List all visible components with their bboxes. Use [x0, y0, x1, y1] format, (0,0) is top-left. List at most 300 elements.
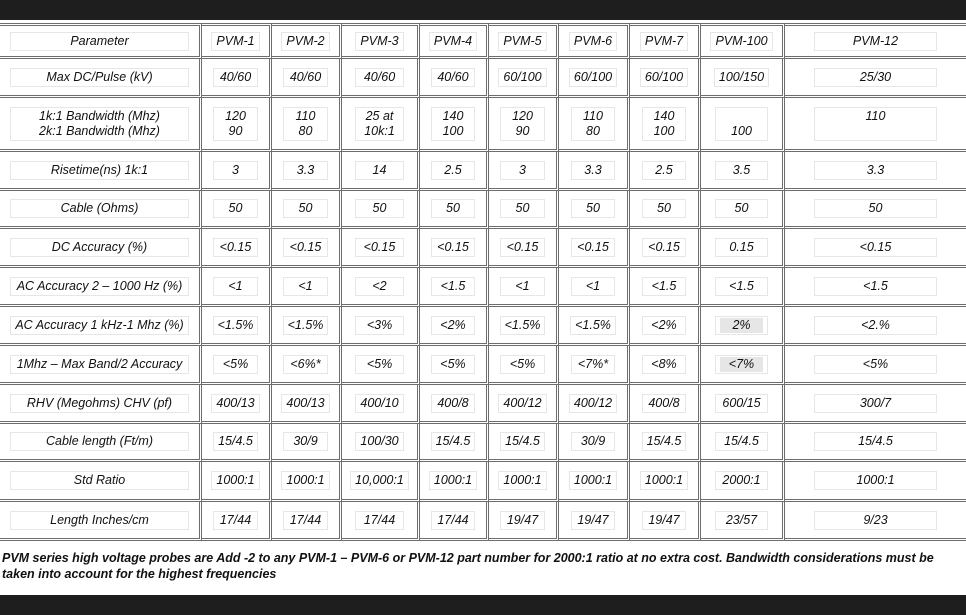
table-cell: [272, 152, 342, 191]
cell-value-box: [500, 161, 544, 180]
cell-value: 3.3: [296, 162, 315, 177]
cell-value: [720, 109, 764, 124]
table-cell: [489, 424, 559, 462]
row-parameter-label: [0, 268, 202, 307]
header-label: PVM-100: [710, 32, 772, 51]
cell-value: 600/15: [722, 395, 761, 410]
cell-value-box: [431, 68, 474, 87]
cell-value: 17/44: [289, 512, 322, 527]
cell-value: 60/100: [573, 69, 613, 84]
cell-value: 1000:1: [573, 473, 613, 487]
cell-value-box: [642, 161, 687, 180]
parameter-label-text: 1Mhz – Max Band/2 Accuracy: [16, 356, 183, 371]
cell-value: <7%: [720, 357, 764, 372]
cell-value: 100/30: [360, 434, 399, 448]
table-cell: [420, 385, 489, 424]
cell-value-box: [814, 316, 938, 335]
table-cell: [342, 424, 420, 462]
row-parameter-label: [0, 191, 202, 229]
cell-value: 23/57: [725, 512, 758, 527]
cell-value: 17/44: [437, 512, 469, 527]
cell-value-box: [283, 432, 327, 451]
cell-value-box: [571, 511, 616, 530]
parameter-label-text: Cable length (Ft/m): [46, 434, 153, 448]
table-cell: [630, 502, 701, 541]
cell-value-box: [355, 432, 405, 451]
table-cell: [701, 307, 785, 346]
table-cell: [420, 424, 489, 462]
cell-value: 120: [225, 108, 246, 123]
table-cell: [701, 502, 785, 541]
table-cell: [489, 268, 559, 307]
table-cell: [785, 346, 966, 385]
parameter-label-text: 1k:1 Bandwidth (Mhz): [39, 108, 160, 123]
table-cell: [272, 98, 342, 152]
cell-value: <1: [585, 278, 601, 293]
cell-value: <1.5: [863, 278, 888, 293]
parameter-label-text: Std Ratio: [73, 473, 126, 487]
table-cell: [701, 98, 785, 152]
table-cell: [420, 462, 489, 502]
cell-value-box: [814, 238, 938, 257]
table-cell: [701, 191, 785, 229]
cell-value: 17/44: [219, 512, 252, 527]
table-cell: [420, 346, 489, 385]
table-row: [0, 385, 966, 424]
cell-value: <0.15: [219, 239, 252, 254]
table-cell: [420, 229, 489, 268]
header-label: PVM-2: [281, 32, 329, 51]
header-model: [785, 23, 966, 59]
table-cell: [420, 502, 489, 541]
header-model: [559, 23, 630, 59]
row-parameter-label: [0, 385, 202, 424]
cell-value: 15/4.5: [646, 434, 682, 448]
table-cell: [630, 385, 701, 424]
cell-value: 110: [583, 108, 603, 123]
table-cell: [272, 462, 342, 502]
cell-value-box: [498, 471, 546, 490]
cell-value: 50: [586, 201, 600, 215]
table-cell: [559, 229, 630, 268]
cell-value: 19/47: [648, 512, 680, 527]
table-cell: [559, 98, 630, 152]
cell-value-box: [498, 68, 546, 87]
cell-value: 100: [653, 123, 675, 138]
cell-value: 15/4.5: [505, 434, 540, 448]
parameter-label-box: [10, 277, 189, 296]
table-cell: [420, 191, 489, 229]
spec-table: [0, 23, 966, 541]
cell-value-box: [715, 161, 769, 180]
table-cell: [630, 229, 701, 268]
cell-value: <0.15: [437, 239, 469, 254]
table-cell: [559, 307, 630, 346]
cell-value-box: [355, 277, 405, 296]
cell-value: <8%: [651, 356, 677, 371]
cell-value: 140: [442, 108, 464, 123]
cell-value-box: [814, 68, 938, 87]
cell-value-box: [571, 432, 616, 451]
cell-value-box: [498, 394, 546, 413]
table-cell: [420, 98, 489, 152]
table-cell: [701, 152, 785, 191]
cell-value: 110: [865, 108, 886, 123]
spec-sheet: [0, 20, 966, 595]
cell-value: 400/8: [648, 395, 680, 410]
cell-value: 3.5: [732, 162, 751, 177]
cell-value-box: [569, 394, 617, 413]
cell-value: <5%: [509, 356, 536, 371]
table-cell: [272, 385, 342, 424]
table-cell: [785, 98, 966, 152]
cell-value-box: [814, 471, 938, 490]
cell-value-box: [355, 161, 405, 180]
header-model: [420, 23, 489, 59]
table-cell: [559, 59, 630, 98]
cell-value-box: [211, 471, 259, 490]
cell-value-box: [500, 511, 544, 530]
spec-table-body: [0, 23, 966, 541]
parameter-label-box: [10, 355, 189, 374]
cell-value: 400/12: [503, 395, 542, 410]
header-parameter: [0, 23, 202, 59]
header-label: PVM-1: [211, 32, 259, 51]
cell-value-box: [642, 238, 687, 257]
table-row: [0, 59, 966, 98]
cell-value-box: [642, 511, 687, 530]
row-parameter-label: [0, 59, 202, 98]
parameter-label-text: Length Inches/cm: [50, 512, 149, 527]
parameter-label-box: [10, 199, 189, 218]
table-row: [0, 191, 966, 229]
cell-value: 50: [446, 201, 460, 215]
table-cell: [342, 307, 420, 346]
parameter-label-text: Cable (Ohms): [60, 201, 139, 215]
table-cell: [785, 59, 966, 98]
cell-value-box: [283, 68, 327, 87]
top-dark-band: [0, 0, 966, 20]
table-cell: [342, 346, 420, 385]
cell-value: 300/7: [859, 395, 892, 410]
cell-value-box: [500, 355, 544, 374]
cell-value: <1.5%: [575, 317, 611, 332]
table-cell: [630, 98, 701, 152]
cell-value-box: [715, 511, 769, 530]
cell-value-box: [355, 68, 405, 87]
cell-value: 19/47: [506, 512, 539, 527]
cell-value: 1000:1: [286, 473, 325, 487]
table-cell: [272, 424, 342, 462]
table-cell: [272, 229, 342, 268]
cell-value-box: [431, 161, 474, 180]
parameter-label-box: [10, 432, 189, 451]
cell-value: 60/100: [644, 69, 684, 84]
table-cell: [630, 152, 701, 191]
parameter-label-box: [10, 238, 189, 257]
table-cell: [489, 346, 559, 385]
cell-value-box: [213, 107, 257, 141]
cell-value-box: [283, 355, 327, 374]
cell-value: 19/47: [577, 512, 609, 527]
header-label: PVM-6: [569, 32, 617, 51]
table-row: [0, 346, 966, 385]
table-cell: [785, 424, 966, 462]
cell-value-box: [283, 277, 327, 296]
table-cell: [701, 59, 785, 98]
table-cell: [785, 268, 966, 307]
table-cell: [489, 59, 559, 98]
header-model: [272, 23, 342, 59]
cell-value-box: [213, 199, 257, 218]
cell-value: 50: [868, 201, 883, 215]
row-parameter-label: [0, 229, 202, 268]
cell-value-box: [213, 316, 259, 335]
table-header-row: [0, 23, 966, 59]
cell-value-box: [571, 277, 616, 296]
table-cell: [202, 59, 272, 98]
table-cell: [559, 268, 630, 307]
table-cell: [202, 307, 272, 346]
cell-value-box: [500, 238, 544, 257]
table-cell: [701, 268, 785, 307]
cell-value: <0.15: [363, 239, 396, 254]
cell-value-box: [642, 107, 687, 141]
table-cell: [489, 462, 559, 502]
cell-value-box: [814, 107, 938, 141]
table-row: [0, 462, 966, 502]
cell-value-box: [814, 199, 938, 218]
table-cell: [630, 307, 701, 346]
cell-value-box: [213, 238, 257, 257]
table-cell: [272, 346, 342, 385]
table-row: [0, 98, 966, 152]
cell-value: 40/60: [289, 69, 322, 84]
cell-value: <2%: [651, 317, 677, 332]
cell-value: 3.3: [866, 162, 885, 177]
cell-value-box: [355, 355, 405, 374]
parameter-label-box: [10, 107, 189, 141]
table-cell: [559, 346, 630, 385]
cell-value-box: [431, 511, 474, 530]
cell-value-box: [814, 511, 938, 530]
table-cell: [202, 346, 272, 385]
cell-value-box: [213, 355, 257, 374]
table-cell: [785, 385, 966, 424]
footnote: PVM series high voltage probes are Add -2 to any PVM-1 – PVM-6 or PVM-12 part number for 2000:1 ratio at no extra cost. Bandwidth considerations must be taken into account for the highest frequencies: [2, 551, 934, 581]
parameter-label-box: [10, 394, 189, 413]
cell-value: 50: [372, 201, 387, 215]
table-cell: [342, 385, 420, 424]
cell-value: 50: [734, 201, 749, 215]
table-cell: [559, 385, 630, 424]
cell-value-box: [642, 277, 687, 296]
table-cell: [559, 502, 630, 541]
header-model: [202, 23, 272, 59]
table-cell: [272, 191, 342, 229]
cell-value: 2.5: [444, 162, 462, 177]
cell-value: 80: [298, 123, 313, 138]
cell-value: 9/23: [863, 512, 888, 527]
cell-value: <1.5%: [504, 317, 541, 332]
table-cell: [342, 229, 420, 268]
cell-value: 120: [512, 108, 533, 123]
parameter-label-box: [10, 68, 189, 87]
table-cell: [272, 502, 342, 541]
table-cell: [559, 424, 630, 462]
cell-value: <0.15: [289, 239, 322, 254]
cell-value-box: [814, 432, 938, 451]
table-cell: [342, 59, 420, 98]
cell-value-box: [283, 161, 327, 180]
cell-value: <1.5%: [217, 317, 254, 332]
table-cell: [489, 385, 559, 424]
cell-value-box: [211, 394, 259, 413]
cell-value-box: [431, 355, 474, 374]
table-row: [0, 229, 966, 268]
cell-value: 1000:1: [503, 473, 542, 487]
table-cell: [630, 191, 701, 229]
cell-value-box: [213, 277, 257, 296]
cell-value-box: [569, 471, 617, 490]
cell-value: 400/10: [360, 395, 399, 410]
cell-value-box: [715, 316, 769, 335]
cell-value-box: [500, 432, 545, 451]
cell-value: 100: [731, 123, 752, 138]
table-row: [0, 268, 966, 307]
table-cell: [489, 98, 559, 152]
cell-value-box: [500, 107, 544, 141]
header-model: [630, 23, 701, 59]
cell-value-box: [283, 107, 327, 141]
cell-value: <5%: [440, 356, 466, 371]
table-cell: [342, 152, 420, 191]
table-row: [0, 424, 966, 462]
table-cell: [272, 307, 342, 346]
cell-value-box: [715, 199, 769, 218]
cell-value-box: [715, 238, 769, 257]
row-parameter-label: [0, 424, 202, 462]
row-parameter-label: [0, 152, 202, 191]
cell-value-box: [814, 277, 938, 296]
cell-value-box: [355, 394, 405, 413]
table-cell: [202, 229, 272, 268]
cell-value-box: [355, 316, 405, 335]
cell-value-box: [355, 511, 405, 530]
table-cell: [630, 346, 701, 385]
table-cell: [202, 98, 272, 152]
cell-value-box: [715, 277, 769, 296]
cell-value: <1.5: [651, 278, 677, 293]
cell-value: <1: [228, 278, 243, 293]
cell-value: <5%: [862, 356, 889, 371]
cell-value: 80: [586, 123, 600, 138]
table-cell: [701, 462, 785, 502]
cell-value-box: [283, 511, 327, 530]
table-cell: [202, 424, 272, 462]
cell-value: 15/4.5: [724, 434, 759, 448]
cell-value: <2.%: [861, 317, 890, 332]
parameter-label-box: [10, 511, 189, 530]
parameter-label-text: AC Accuracy 2 – 1000 Hz (%): [16, 278, 183, 293]
table-cell: [785, 191, 966, 229]
table-cell: [202, 462, 272, 502]
cell-value-box: [500, 316, 546, 335]
cell-value: <0.15: [648, 239, 680, 254]
cell-value: 10k:1: [364, 123, 395, 138]
cell-value-box: [213, 511, 257, 530]
table-cell: [202, 385, 272, 424]
table-cell: [420, 268, 489, 307]
cell-value-box: [715, 394, 769, 413]
cell-value-box: [355, 199, 405, 218]
cell-value: 15/4.5: [435, 434, 471, 448]
cell-value-box: [431, 107, 474, 141]
cell-value: 25/30: [859, 69, 892, 84]
cell-value-box: [814, 355, 938, 374]
table-cell: [489, 191, 559, 229]
table-cell: [342, 98, 420, 152]
cell-value: 50: [228, 201, 243, 215]
cell-value-box: [500, 199, 544, 218]
cell-value-box: [431, 199, 474, 218]
cell-value: 1000:1: [216, 473, 255, 487]
header-label: PVM-3: [355, 32, 405, 51]
table-cell: [489, 229, 559, 268]
table-cell: [342, 191, 420, 229]
cell-value-box: [714, 68, 769, 87]
parameter-label-box: [10, 161, 189, 180]
table-cell: [342, 462, 420, 502]
table-cell: [202, 502, 272, 541]
cell-value-box: [814, 161, 938, 180]
cell-value: <3%: [366, 317, 393, 332]
cell-value-box: [431, 277, 474, 296]
cell-value: 25 at: [365, 108, 394, 123]
parameter-label-text: Risetime(ns) 1k:1: [50, 162, 149, 177]
cell-value-box: [431, 316, 474, 335]
cell-value-box: [571, 355, 616, 374]
cell-value-box: [355, 107, 405, 141]
cell-value: 400/13: [286, 395, 325, 410]
table-cell: [489, 152, 559, 191]
cell-value: 10,000:1: [355, 473, 404, 487]
table-cell: [202, 152, 272, 191]
cell-value-box: [571, 238, 616, 257]
cell-value-box: [642, 432, 687, 451]
cell-value-box: [642, 199, 687, 218]
cell-value: <2: [372, 278, 387, 293]
cell-value: 140: [653, 108, 675, 123]
cell-value-box: [283, 316, 329, 335]
cell-value-box: [281, 471, 329, 490]
cell-value: <1: [515, 278, 530, 293]
cell-value-box: [570, 316, 616, 335]
cell-value: 50: [657, 201, 671, 215]
table-cell: [785, 152, 966, 191]
table-cell: [420, 307, 489, 346]
table-cell: [701, 385, 785, 424]
cell-value-box: [350, 471, 409, 490]
cell-value-box: [569, 68, 617, 87]
header-label: PVM-4: [429, 32, 477, 51]
table-cell: [342, 502, 420, 541]
cell-value: 1000:1: [644, 473, 684, 487]
cell-value: 400/13: [216, 395, 255, 410]
cell-value: 50: [298, 201, 313, 215]
cell-value: 17/44: [363, 512, 396, 527]
cell-value-box: [640, 471, 688, 490]
